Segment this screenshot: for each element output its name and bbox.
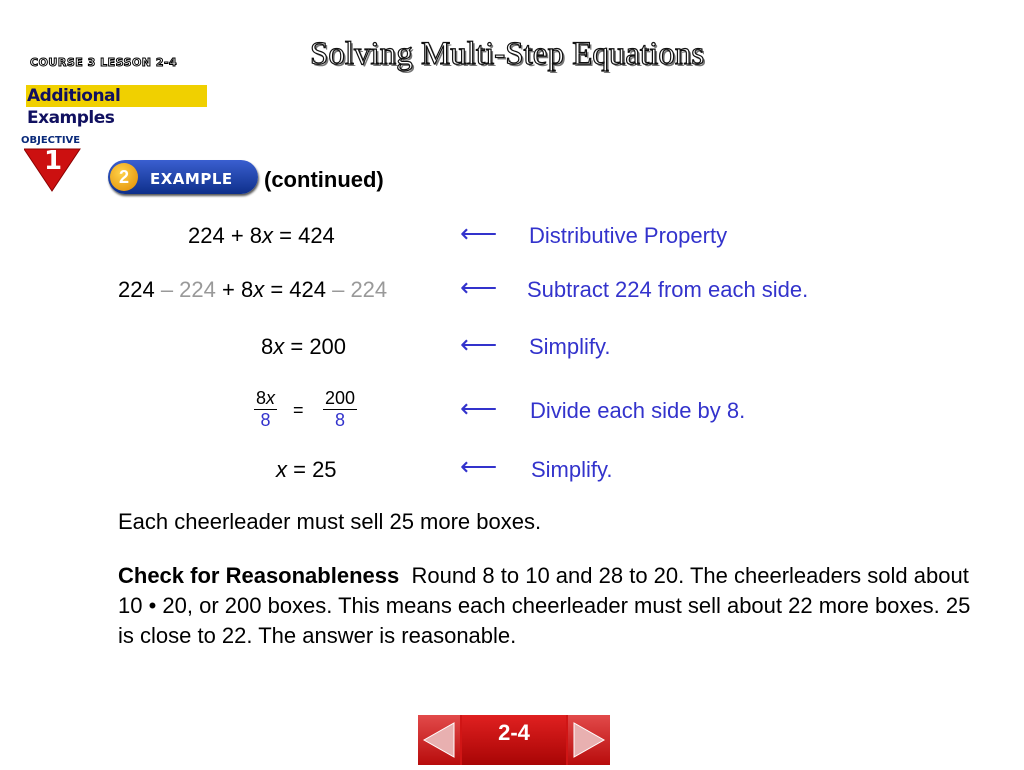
reason-step-3: Simplify.: [529, 334, 611, 359]
left-arrow-icon: ⟵: [460, 329, 498, 359]
fraction-right-numerator: 200: [325, 388, 356, 408]
equation-step-2: [118, 277, 387, 303]
equation-step-3: [261, 334, 346, 360]
reason-step-2: Subtract 224 from each side.: [527, 277, 809, 302]
fraction-right: [323, 388, 357, 431]
step-2-subtract-left: – 224: [160, 277, 216, 302]
equals-sign: =: [293, 400, 304, 420]
continued-label: (continued): [264, 167, 384, 192]
example-label: EXAMPLE: [150, 170, 233, 188]
left-arrow-icon: ⟵: [460, 393, 498, 423]
reason-step-4: Divide each side by 8.: [530, 398, 746, 423]
step-3-right: = 200: [284, 334, 347, 359]
fraction-left: [254, 388, 277, 431]
objective-label: OBJECTIVE: [21, 135, 81, 146]
check-paragraph: [118, 561, 988, 651]
check-heading: Check for Reasonableness: [118, 563, 400, 588]
step-1-right: = 424: [273, 223, 335, 248]
example-number: 2: [110, 163, 138, 191]
next-arrow-icon: [568, 715, 610, 765]
left-arrow-icon: ⟵: [460, 272, 498, 302]
fraction-left-numerator: 8: [256, 388, 267, 408]
reason-step-5: Simplify.: [531, 457, 613, 482]
additional-examples-label: Additional Examples: [26, 85, 207, 107]
step-4-variable: x: [266, 388, 276, 408]
page-title: Solving Multi-Step Equations: [310, 36, 705, 72]
conclusion-text: Each cheerleader must sell 25 more boxes.: [118, 509, 542, 534]
objective-number: 1: [44, 146, 63, 176]
course-lesson-label: COURSE 3 LESSON 2-4: [30, 56, 178, 69]
step-3-left: 8: [261, 334, 274, 359]
step-1-left: 224 + 8: [188, 223, 263, 248]
left-arrow-icon: ⟵: [460, 451, 498, 481]
next-button[interactable]: [568, 715, 610, 765]
left-arrow-icon: ⟵: [460, 218, 498, 248]
prev-arrow-icon: [418, 715, 460, 765]
step-3-variable: x: [273, 334, 285, 359]
step-2-subtract-right: – 224: [332, 277, 388, 302]
step-2-b: + 8: [215, 277, 254, 302]
reason-step-1: Distributive Property: [529, 223, 728, 248]
fraction-right-denominator: 8: [335, 410, 346, 430]
step-5-right: = 25: [287, 457, 337, 482]
step-2-c: = 424: [264, 277, 333, 302]
equation-step-1: [188, 223, 335, 249]
equation-step-5: [276, 457, 337, 483]
step-1-variable: x: [262, 223, 274, 248]
check-body: Round 8 to 10 and 28 to 20. The cheerleaders sold about 10 • 20, or 200 boxes. This means each cheerleader must sell about 22 more boxes. 25 is close to 22. The answer is reasonable.: [118, 563, 971, 648]
step-2-a: 224: [118, 277, 161, 302]
lesson-number-label: 2-4: [498, 720, 530, 745]
step-2-variable: x: [253, 277, 265, 302]
fraction-left-denominator: 8: [260, 410, 271, 430]
step-5-variable: x: [276, 457, 287, 482]
prev-button[interactable]: [418, 715, 460, 765]
